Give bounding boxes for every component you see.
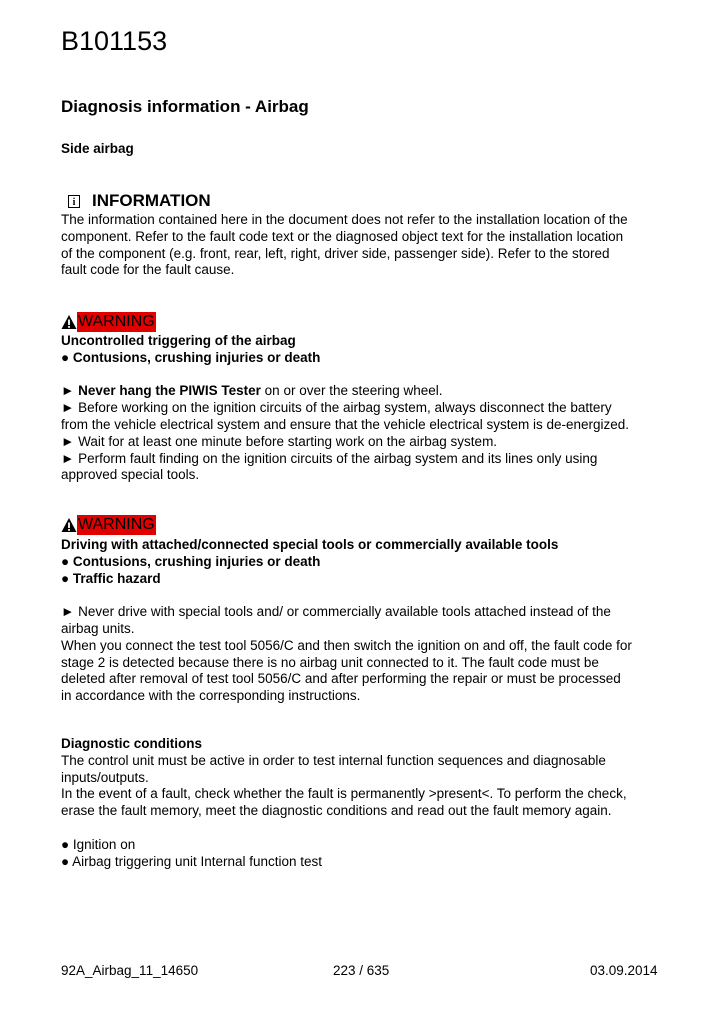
warning2-bullet: ● Contusions, crushing injuries or death: [61, 553, 321, 569]
warning1-instruction-bold: ► Never hang the PIWIS Tester: [61, 383, 261, 399]
information-text: [61, 212, 665, 279]
warning-label: WARNING: [78, 313, 155, 330]
warning2-line: airbag units.: [61, 620, 135, 636]
warning2-bullet: ● Traffic hazard: [61, 570, 161, 586]
warning1-line: approved special tools.: [61, 467, 200, 483]
page-title: Diagnosis information - Airbag: [61, 97, 309, 116]
page-subtitle: Side airbag: [61, 141, 134, 156]
warning1-line: ► Wait for at least one minute before starting work on the airbag system.: [61, 433, 498, 449]
warning2-line: in accordance with the corresponding instructions.: [61, 688, 361, 704]
warning-badge: [61, 312, 156, 332]
diagnostic-line: In the event of a fault, check whether the fault is permanently >present<. To perform the check,: [61, 786, 627, 802]
warning1-line: ► Perform fault finding on the ignition circuits of the airbag system and its lines only using: [61, 450, 598, 466]
warning2-line: deleted after removal of test tool 5056/C and after performing the repair or must be processed: [61, 671, 621, 687]
warning2-line: ► Never drive with special tools and/ or commercially available tools attached instead of the: [61, 604, 611, 620]
warning1-body: [61, 333, 665, 484]
warning1-instruction: [61, 383, 665, 400]
information-line: The information contained here in the document does not refer to the installation location of the: [61, 212, 628, 227]
warning2-body: [61, 537, 665, 705]
footer-date: 03.09.2014: [590, 963, 658, 978]
warning-label: WARNING: [78, 516, 155, 533]
diagnostic-conditions-heading: Diagnostic conditions: [61, 736, 203, 751]
footer-page-number: 223 / 635: [333, 963, 390, 978]
diagnostic-list-item: ● Airbag triggering unit Internal function test: [61, 853, 323, 869]
diagnostic-line: erase the fault memory, meet the diagnostic conditions and read out the fault memory again.: [61, 803, 612, 819]
information-line: fault code for the fault cause.: [61, 262, 235, 278]
information-line: component. Refer to the fault code text or the diagnosed object text for the installation location: [61, 228, 624, 244]
information-heading: [68, 190, 211, 212]
information-line: of the component (e.g. front, rear, left, right, driver side, passenger side). Refer to the stored: [61, 245, 610, 261]
warning2-line: When you connect the test tool 5056/C and then switch the ignition on and off, the fault code for: [61, 637, 632, 653]
information-heading-text: INFORMATION: [92, 191, 211, 210]
info-icon: i: [68, 195, 80, 208]
warning1-heading: Uncontrolled triggering of the airbag: [61, 333, 296, 348]
warning-triangle-icon: [61, 517, 77, 533]
warning1-instruction-rest: on or over the steering wheel.: [260, 383, 443, 399]
diagnostic-conditions: [61, 736, 665, 870]
warning1-line: ► Before working on the ignition circuits of the airbag system, always disconnect the battery: [61, 400, 612, 416]
diagnostic-list-item: ● Ignition on: [61, 836, 136, 852]
document-id: B101153: [61, 26, 168, 56]
warning1-line: from the vehicle electrical system and ensure that the vehicle electrical system is de-energized.: [61, 416, 630, 432]
warning2-heading: Driving with attached/connected special tools or commercially available tools: [61, 537, 559, 552]
diagnostic-line: The control unit must be active in order to test internal function sequences and diagnosable: [61, 752, 606, 768]
warning-triangle-icon: [61, 314, 77, 330]
warning2-line: stage 2 is detected because there is no airbag unit connected to it. The fault code must be: [61, 654, 599, 670]
warning-badge: [61, 515, 156, 535]
diagnostic-line: inputs/outputs.: [61, 769, 149, 785]
warning1-bullet: ● Contusions, crushing injuries or death: [61, 349, 321, 365]
footer-document-code: 92A_Airbag_11_14650: [61, 963, 199, 978]
